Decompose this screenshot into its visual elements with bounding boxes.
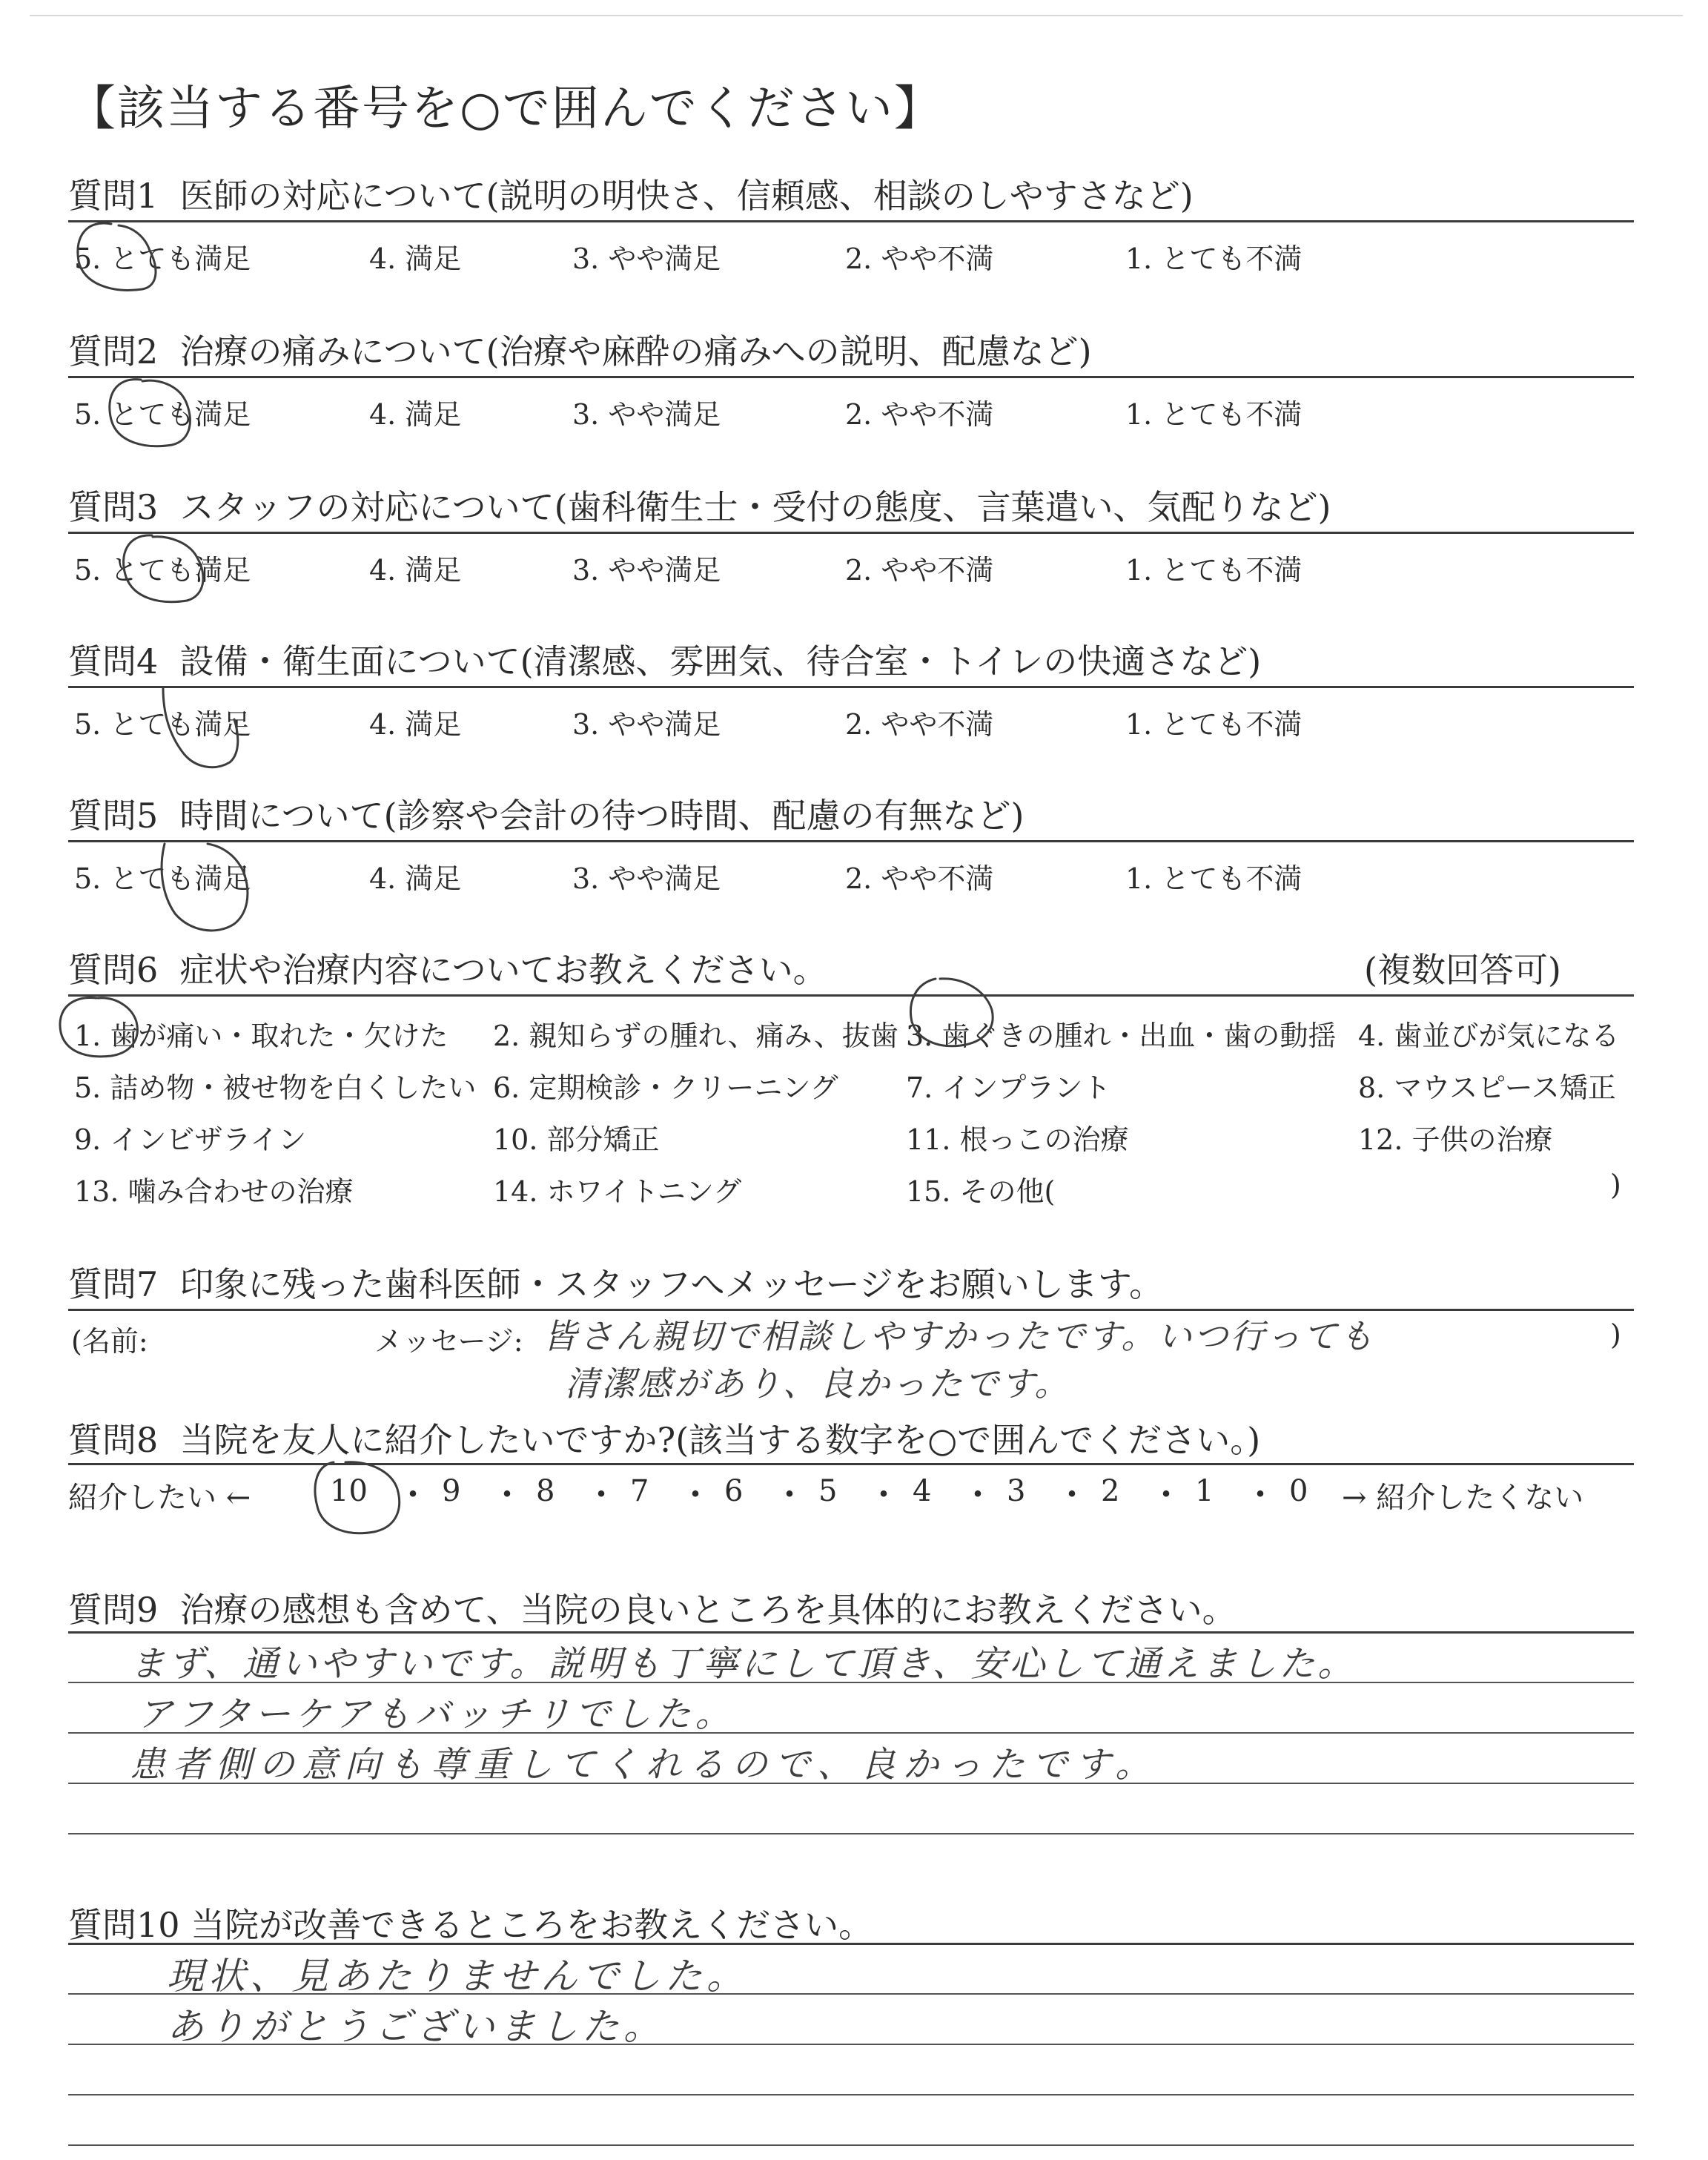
q6-option-1[interactable]: 1. 歯が痛い・取れた・欠けた [74, 1020, 448, 1052]
question-3-rule [68, 532, 1634, 534]
question-3-text: スタッフの対応について(歯科衛生士・受付の態度、言葉遣い、気配りなど) [179, 487, 1331, 527]
q6-option-12[interactable]: 12. 子供の治療 [1358, 1123, 1553, 1156]
q8-dot: ・ [772, 1475, 807, 1515]
q10-answer-line-1[interactable]: 現状、見あたりませんでした。 [167, 1955, 748, 1998]
question-10-rule [68, 1943, 1634, 1945]
q8-dot: ・ [1055, 1475, 1089, 1515]
question-8-rule [68, 1463, 1634, 1465]
q8-score-5[interactable]: 5 [818, 1474, 838, 1508]
q2-option-2[interactable]: 2. やや不満 [845, 398, 994, 431]
q8-dot: ・ [961, 1475, 995, 1515]
q7-name-label: (名前: [71, 1325, 148, 1358]
question-7-text: 印象に残った歯科医師・スタッフへメッセージをお願いします。 [179, 1264, 1164, 1304]
q8-dot: ・ [867, 1475, 901, 1515]
q9-answer-line-1[interactable]: まず、通いやすいです。説明も丁寧にして頂き、安心して通えました。 [130, 1643, 1357, 1685]
q9-answer-line-2[interactable]: アフターケアもバッチリでした。 [137, 1694, 735, 1735]
q8-score-9[interactable]: 9 [442, 1474, 461, 1508]
q2-option-5[interactable]: 5. とても満足 [74, 398, 251, 431]
q6-option-8[interactable]: 8. マウスピース矯正 [1358, 1071, 1616, 1104]
q6-option-3[interactable]: 3. 歯ぐきの腫れ・出血・歯の動揺 [906, 1020, 1337, 1052]
question-7-number: 質問7 [68, 1264, 159, 1304]
question-6-heading [68, 943, 827, 992]
q8-score-6[interactable]: 6 [724, 1474, 744, 1508]
q10-answer-line [68, 2144, 1634, 2146]
q7-message-line-1[interactable]: 皆さん親切で相談しやすかったです。いつ行っても [543, 1316, 1376, 1356]
q6-option-15-close: ) [1610, 1169, 1621, 1201]
q6-option-10[interactable]: 10. 部分矯正 [493, 1123, 660, 1156]
question-10-number: 質問10 [68, 1905, 180, 1945]
q1-option-3[interactable]: 3. やや満足 [572, 242, 721, 275]
q6-option-6[interactable]: 6. 定期検診・クリーニング [493, 1071, 838, 1104]
q8-left-label: 紹介したい ← [68, 1481, 251, 1515]
question-1-number: 質問1 [68, 176, 159, 216]
question-5-number: 質問5 [68, 796, 159, 836]
question-3-number: 質問3 [68, 487, 159, 527]
question-10-text: 当院が改善できるところをお教えください。 [191, 1905, 873, 1945]
q7-message-label: メッセージ: [374, 1325, 523, 1358]
question-1-text: 医師の対応について(説明の明快さ、信頼感、相談のしやすさなど) [179, 176, 1194, 216]
q9-answer-line [68, 1833, 1634, 1834]
question-1-heading [68, 169, 1194, 218]
q8-dot: ・ [1243, 1475, 1277, 1515]
q6-option-15[interactable]: 15. その他( [906, 1175, 1056, 1208]
q8-score-0[interactable]: 0 [1289, 1474, 1308, 1508]
question-2-rule [68, 376, 1634, 378]
q6-option-2[interactable]: 2. 親知らずの腫れ、痛み、抜歯 [493, 1020, 898, 1052]
q6-option-11[interactable]: 11. 根っこの治療 [906, 1123, 1129, 1156]
page-title: 【該当する番号を○で囲んでください】 [68, 82, 943, 136]
scan-top-edge [30, 15, 1683, 16]
q3-option-3[interactable]: 3. やや満足 [572, 554, 721, 587]
q1-option-4[interactable]: 4. 満足 [369, 242, 462, 275]
q4-option-3[interactable]: 3. やや満足 [572, 708, 721, 741]
q6-option-9[interactable]: 9. インビザライン [74, 1123, 307, 1156]
q6-option-14[interactable]: 14. ホワイトニング [493, 1175, 742, 1208]
question-8-number: 質問8 [68, 1420, 159, 1460]
question-10-heading [68, 1898, 873, 1947]
question-1-rule [68, 220, 1634, 222]
q9-answer-line-3[interactable]: 患者側の意向も尊重してくれるので、良かったです。 [130, 1744, 1159, 1786]
question-9-heading [68, 1583, 1237, 1632]
question-9-number: 質問9 [68, 1590, 159, 1630]
q8-dot: ・ [678, 1475, 712, 1515]
question-5-rule [68, 840, 1634, 842]
q8-score-3[interactable]: 3 [1007, 1474, 1026, 1508]
q4-option-4[interactable]: 4. 満足 [369, 708, 462, 741]
q8-score-8[interactable]: 8 [536, 1474, 555, 1508]
q2-option-4[interactable]: 4. 満足 [369, 398, 462, 431]
q8-dot: ・ [584, 1475, 618, 1515]
question-6-text: 症状や治療内容についてお教えください。 [179, 950, 827, 990]
question-5-heading [68, 789, 1025, 838]
q4-option-2[interactable]: 2. やや不満 [845, 708, 994, 741]
q5-option-3[interactable]: 3. やや満足 [572, 862, 721, 895]
q1-option-2[interactable]: 2. やや不満 [845, 242, 994, 275]
question-8-heading [68, 1413, 1260, 1462]
q7-message-line-2[interactable]: 清潔感があり、良かったです。 [565, 1364, 1071, 1404]
question-6-note: (複数回答可) [1364, 950, 1561, 990]
question-2-number: 質問2 [68, 331, 159, 371]
question-4-heading [68, 635, 1261, 684]
q2-option-1[interactable]: 1. とても不満 [1125, 398, 1302, 431]
question-4-rule [68, 686, 1634, 688]
q3-option-4[interactable]: 4. 満足 [369, 554, 462, 587]
q3-option-2[interactable]: 2. やや不満 [845, 554, 994, 587]
q6-option-13[interactable]: 13. 噛み合わせの治療 [74, 1175, 354, 1208]
q8-score-1[interactable]: 1 [1195, 1474, 1214, 1508]
q5-option-2[interactable]: 2. やや不満 [845, 862, 994, 895]
question-8-text: 当院を友人に紹介したいですか?(該当する数字を○で囲んでください。) [179, 1420, 1261, 1460]
q4-option-1[interactable]: 1. とても不満 [1125, 708, 1302, 741]
q1-option-5[interactable]: 5. とても満足 [74, 242, 251, 275]
q6-option-5[interactable]: 5. 詰め物・被せ物を白くしたい [74, 1071, 477, 1104]
question-7-heading [68, 1258, 1163, 1307]
question-9-text: 治療の感想も含めて、当院の良いところを具体的にお教えください。 [179, 1590, 1237, 1630]
q1-option-1[interactable]: 1. とても不満 [1125, 242, 1302, 275]
question-2-text: 治療の痛みについて(治療や麻酔の痛みへの説明、配慮など) [179, 331, 1092, 371]
q8-score-7[interactable]: 7 [630, 1474, 649, 1508]
q7-close-paren: ) [1610, 1318, 1621, 1351]
q8-dot: ・ [1149, 1475, 1183, 1515]
question-9-rule [68, 1631, 1634, 1634]
question-5-text: 時間について(診察や会計の待つ時間、配慮の有無など) [179, 796, 1025, 836]
q8-dot: ・ [396, 1475, 430, 1515]
question-4-number: 質問4 [68, 641, 159, 681]
question-6-number: 質問6 [68, 950, 159, 990]
q2-option-3[interactable]: 3. やや満足 [572, 398, 721, 431]
q6-option-7[interactable]: 7. インプラント [906, 1071, 1111, 1104]
q8-score-10[interactable]: 10 [330, 1474, 368, 1508]
q6-option-4[interactable]: 4. 歯並びが気になる [1358, 1020, 1620, 1052]
q8-score-2[interactable]: 2 [1101, 1474, 1120, 1508]
q3-option-1[interactable]: 1. とても不満 [1125, 554, 1302, 587]
q8-score-4[interactable]: 4 [913, 1474, 932, 1508]
question-4-text: 設備・衛生面について(清潔感、雰囲気、待合室・トイレの快適さなど) [179, 641, 1262, 681]
question-6-rule [68, 994, 1634, 997]
q10-answer-line-2[interactable]: ありがとうございました。 [167, 2005, 665, 2048]
q3-option-5[interactable]: 5. とても満足 [74, 554, 251, 587]
question-3-heading [68, 480, 1331, 529]
q10-answer-line [68, 2094, 1634, 2095]
q5-option-5[interactable]: 5. とても満足 [74, 862, 251, 895]
q5-option-4[interactable]: 4. 満足 [369, 862, 462, 895]
q5-option-1[interactable]: 1. とても不満 [1125, 862, 1302, 895]
q4-option-5[interactable]: 5. とても満足 [74, 708, 251, 741]
question-2-heading [68, 325, 1092, 374]
q8-dot: ・ [490, 1475, 524, 1515]
q8-right-label: → 紹介したくない [1342, 1481, 1584, 1515]
